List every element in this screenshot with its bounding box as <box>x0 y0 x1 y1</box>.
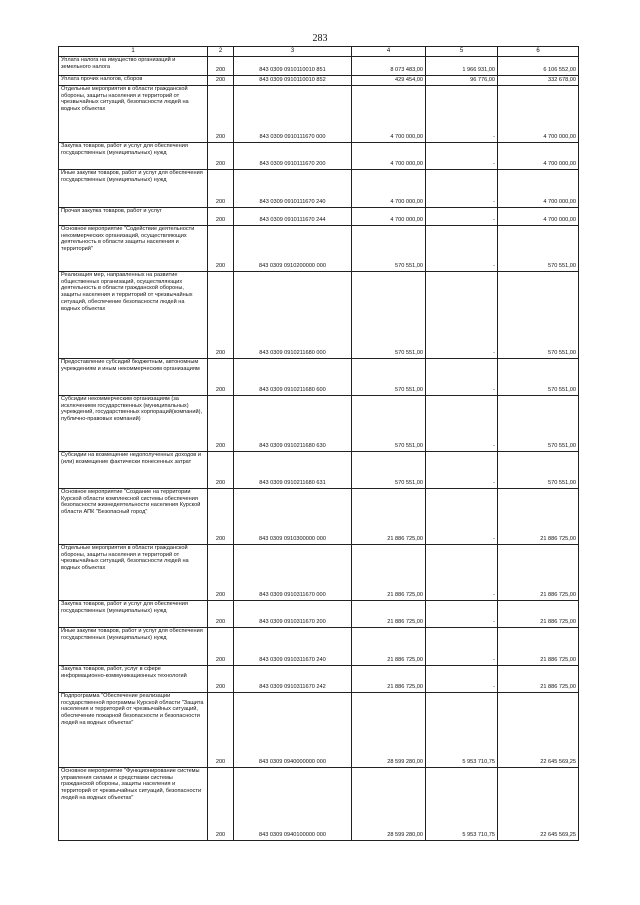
table-row <box>59 359 579 396</box>
row-value-col6: 6 106 552,00 <box>498 57 579 76</box>
row-name-cell: Закупка товаров, работ, услуг в сфере информационно-коммуникационных технологий <box>59 666 208 693</box>
row-code-cell: 843 0309 0910211680 630 <box>234 396 352 452</box>
row-col2-cell: 200 <box>208 76 234 86</box>
header-col-1: 1 <box>59 47 208 57</box>
row-value-col4: 570 551,00 <box>352 452 426 489</box>
table-body <box>59 57 579 841</box>
row-value-col6: 21 886 725,00 <box>498 489 579 545</box>
row-value-col6: 21 886 725,00 <box>498 601 579 628</box>
row-value-col5: - <box>426 86 498 143</box>
row-value-col4: 21 886 725,00 <box>352 666 426 693</box>
row-name-cell: Основное мероприятие "Содействие деятельности некоммерческих организаций, осуществляющих деятельность в области защиты населения и территорий" <box>59 226 208 272</box>
row-value-col6: 4 700 000,00 <box>498 86 579 143</box>
row-col2-cell: 200 <box>208 396 234 452</box>
table-row <box>59 57 579 76</box>
row-value-col5: - <box>426 208 498 226</box>
row-code-cell: 843 0309 0910110010 851 <box>234 57 352 76</box>
row-value-col5: 5 953 710,75 <box>426 768 498 841</box>
row-value-col6: 21 886 725,00 <box>498 666 579 693</box>
row-value-col4: 570 551,00 <box>352 359 426 396</box>
row-code-cell: 843 0309 0910211680 000 <box>234 272 352 359</box>
row-value-col5: - <box>426 666 498 693</box>
row-value-col4: 8 073 483,00 <box>352 57 426 76</box>
row-value-col4: 4 700 000,00 <box>352 208 426 226</box>
table-row <box>59 489 579 545</box>
header-col-3: 3 <box>234 47 352 57</box>
row-value-col5: 5 953 710,75 <box>426 693 498 768</box>
table-row <box>59 768 579 841</box>
row-code-cell: 843 0309 0910211680 631 <box>234 452 352 489</box>
row-name-cell: Закупка товаров, работ и услуг для обеспечения государственных (муниципальных) нужд <box>59 143 208 170</box>
row-name-cell: Субсидии некоммерческим организациям (за исключением государственных (муниципальных) учреждений, государственных корпораций(компаний), публично-правовых компаний) <box>59 396 208 452</box>
table-row <box>59 208 579 226</box>
row-name-cell: Субсидии на возмещение недополученных доходов и (или) возмещение фактически понесенных затрат <box>59 452 208 489</box>
header-col-4: 4 <box>352 47 426 57</box>
row-name-cell: Иные закупки товаров, работ и услуг для обеспечения государственных (муниципальных) нужд <box>59 628 208 666</box>
row-name-cell: Иные закупки товаров, работ и услуг для обеспечения государственных (муниципальных) нужд <box>59 170 208 208</box>
table-row <box>59 601 579 628</box>
row-code-cell: 843 0309 0910311670 200 <box>234 601 352 628</box>
row-col2-cell: 200 <box>208 628 234 666</box>
row-value-col4: 570 551,00 <box>352 396 426 452</box>
row-name-cell: Предоставление субсидий бюджетным, автономным учреждениям и иным некоммерческим организациям <box>59 359 208 396</box>
row-value-col6: 570 551,00 <box>498 396 579 452</box>
table-row <box>59 693 579 768</box>
row-code-cell: 843 0309 0910111670 244 <box>234 208 352 226</box>
table-header-row <box>59 47 579 57</box>
row-value-col5: - <box>426 170 498 208</box>
row-value-col6: 570 551,00 <box>498 272 579 359</box>
row-value-col4: 21 886 725,00 <box>352 489 426 545</box>
row-value-col4: 21 886 725,00 <box>352 545 426 601</box>
row-name-cell: Отдельные мероприятия в области гражданской обороны, защиты населения и территорий от чрезвычайных ситуаций, безопасности людей на водных объектах <box>59 86 208 143</box>
row-code-cell: 843 0309 0910200000 000 <box>234 226 352 272</box>
row-col2-cell: 200 <box>208 359 234 396</box>
row-col2-cell: 200 <box>208 489 234 545</box>
row-value-col5: 1 966 931,00 <box>426 57 498 76</box>
header-col-6: 6 <box>498 47 579 57</box>
row-value-col6: 4 700 000,00 <box>498 208 579 226</box>
table-row <box>59 143 579 170</box>
row-name-cell: Уплата налога на имущество организаций и земельного налога <box>59 57 208 76</box>
row-code-cell: 843 0309 0940100000 000 <box>234 768 352 841</box>
table-row <box>59 396 579 452</box>
row-col2-cell: 200 <box>208 452 234 489</box>
row-code-cell: 843 0309 0940000000 000 <box>234 693 352 768</box>
row-value-col4: 28 599 280,00 <box>352 693 426 768</box>
header-col-5: 5 <box>426 47 498 57</box>
row-value-col4: 21 886 725,00 <box>352 601 426 628</box>
row-value-col6: 570 551,00 <box>498 359 579 396</box>
row-code-cell: 843 0309 0910111670 200 <box>234 143 352 170</box>
row-value-col5: - <box>426 396 498 452</box>
row-col2-cell: 200 <box>208 545 234 601</box>
row-col2-cell: 200 <box>208 666 234 693</box>
row-value-col6: 570 551,00 <box>498 452 579 489</box>
row-col2-cell: 200 <box>208 170 234 208</box>
row-col2-cell: 200 <box>208 272 234 359</box>
row-col2-cell: 200 <box>208 693 234 768</box>
row-name-cell: Уплата прочих налогов, сборов <box>59 76 208 86</box>
row-value-col5: - <box>426 545 498 601</box>
budget-table <box>58 46 579 841</box>
row-value-col6: 21 886 725,00 <box>498 545 579 601</box>
row-value-col5: - <box>426 143 498 170</box>
row-value-col5: - <box>426 452 498 489</box>
row-code-cell: 843 0309 0910111670 240 <box>234 170 352 208</box>
table-row <box>59 170 579 208</box>
row-value-col6: 4 700 000,00 <box>498 143 579 170</box>
row-value-col5: - <box>426 359 498 396</box>
table-row <box>59 226 579 272</box>
row-code-cell: 843 0309 0910211680 600 <box>234 359 352 396</box>
row-name-cell: Прочая закупка товаров, работ и услуг <box>59 208 208 226</box>
row-value-col5: - <box>426 272 498 359</box>
row-value-col5: - <box>426 226 498 272</box>
row-name-cell: Отдельные мероприятия в области гражданской обороны, защиты населения и территорий от чрезвычайных ситуаций, безопасности людей на водных объектах <box>59 545 208 601</box>
row-name-cell: Основное мероприятие "Создание на территории Курской области комплексной системы обеспечения безопасности жизнедеятельности населения Курской области АПК "Безопасный город" <box>59 489 208 545</box>
row-value-col5: - <box>426 601 498 628</box>
row-value-col6: 22 645 569,25 <box>498 768 579 841</box>
table-row <box>59 272 579 359</box>
row-value-col5: 96 776,00 <box>426 76 498 86</box>
row-value-col4: 570 551,00 <box>352 226 426 272</box>
row-value-col4: 4 700 000,00 <box>352 86 426 143</box>
row-value-col6: 4 700 000,00 <box>498 170 579 208</box>
row-code-cell: 843 0309 0910311670 240 <box>234 628 352 666</box>
row-value-col6: 22 645 569,25 <box>498 693 579 768</box>
row-name-cell: Основное мероприятие "Функционирование системы управления силами и средствами системы гражданской обороны, защиты населения и территорий от чрезвычайных ситуаций, безопасности людей на водных объектах" <box>59 768 208 841</box>
row-col2-cell: 200 <box>208 57 234 76</box>
row-value-col4: 4 700 000,00 <box>352 143 426 170</box>
row-value-col5: - <box>426 489 498 545</box>
row-col2-cell: 200 <box>208 768 234 841</box>
table-row <box>59 666 579 693</box>
row-code-cell: 843 0309 0910311670 242 <box>234 666 352 693</box>
header-col-2: 2 <box>208 47 234 57</box>
row-col2-cell: 200 <box>208 208 234 226</box>
row-value-col6: 21 886 725,00 <box>498 628 579 666</box>
table-row <box>59 628 579 666</box>
row-value-col4: 4 700 000,00 <box>352 170 426 208</box>
row-value-col5: - <box>426 628 498 666</box>
row-value-col4: 429 454,00 <box>352 76 426 86</box>
row-col2-cell: 200 <box>208 86 234 143</box>
row-value-col4: 570 551,00 <box>352 272 426 359</box>
table-row <box>59 76 579 86</box>
page-number: 283 <box>312 33 328 44</box>
row-value-col4: 28 599 280,00 <box>352 768 426 841</box>
row-name-cell: Закупка товаров, работ и услуг для обеспечения государственных (муниципальных) нужд <box>59 601 208 628</box>
row-code-cell: 843 0309 0910300000 000 <box>234 489 352 545</box>
row-value-col4: 21 886 725,00 <box>352 628 426 666</box>
table-row <box>59 452 579 489</box>
row-value-col6: 570 551,00 <box>498 226 579 272</box>
row-name-cell: Реализация мер, направленных на развитие общественных организаций, осуществляющих деятельность в области гражданской обороны, защиты населения и территорий от чрезвычайных ситуаций, обеспечение безопасности людей на водных объектах <box>59 272 208 359</box>
row-name-cell: Подпрограмма "Обеспечение реализации государственной программы Курской области "Защита населения и территорий от чрезвычайных ситуаций, обеспечение пожарной безопасности и безопасности людей на водных объектах" <box>59 693 208 768</box>
row-code-cell: 843 0309 0910111670 000 <box>234 86 352 143</box>
row-col2-cell: 200 <box>208 143 234 170</box>
row-code-cell: 843 0309 0910110010 852 <box>234 76 352 86</box>
row-col2-cell: 200 <box>208 601 234 628</box>
row-code-cell: 843 0309 0910311670 000 <box>234 545 352 601</box>
table-row <box>59 545 579 601</box>
table-row <box>59 86 579 143</box>
row-col2-cell: 200 <box>208 226 234 272</box>
row-value-col6: 332 678,00 <box>498 76 579 86</box>
